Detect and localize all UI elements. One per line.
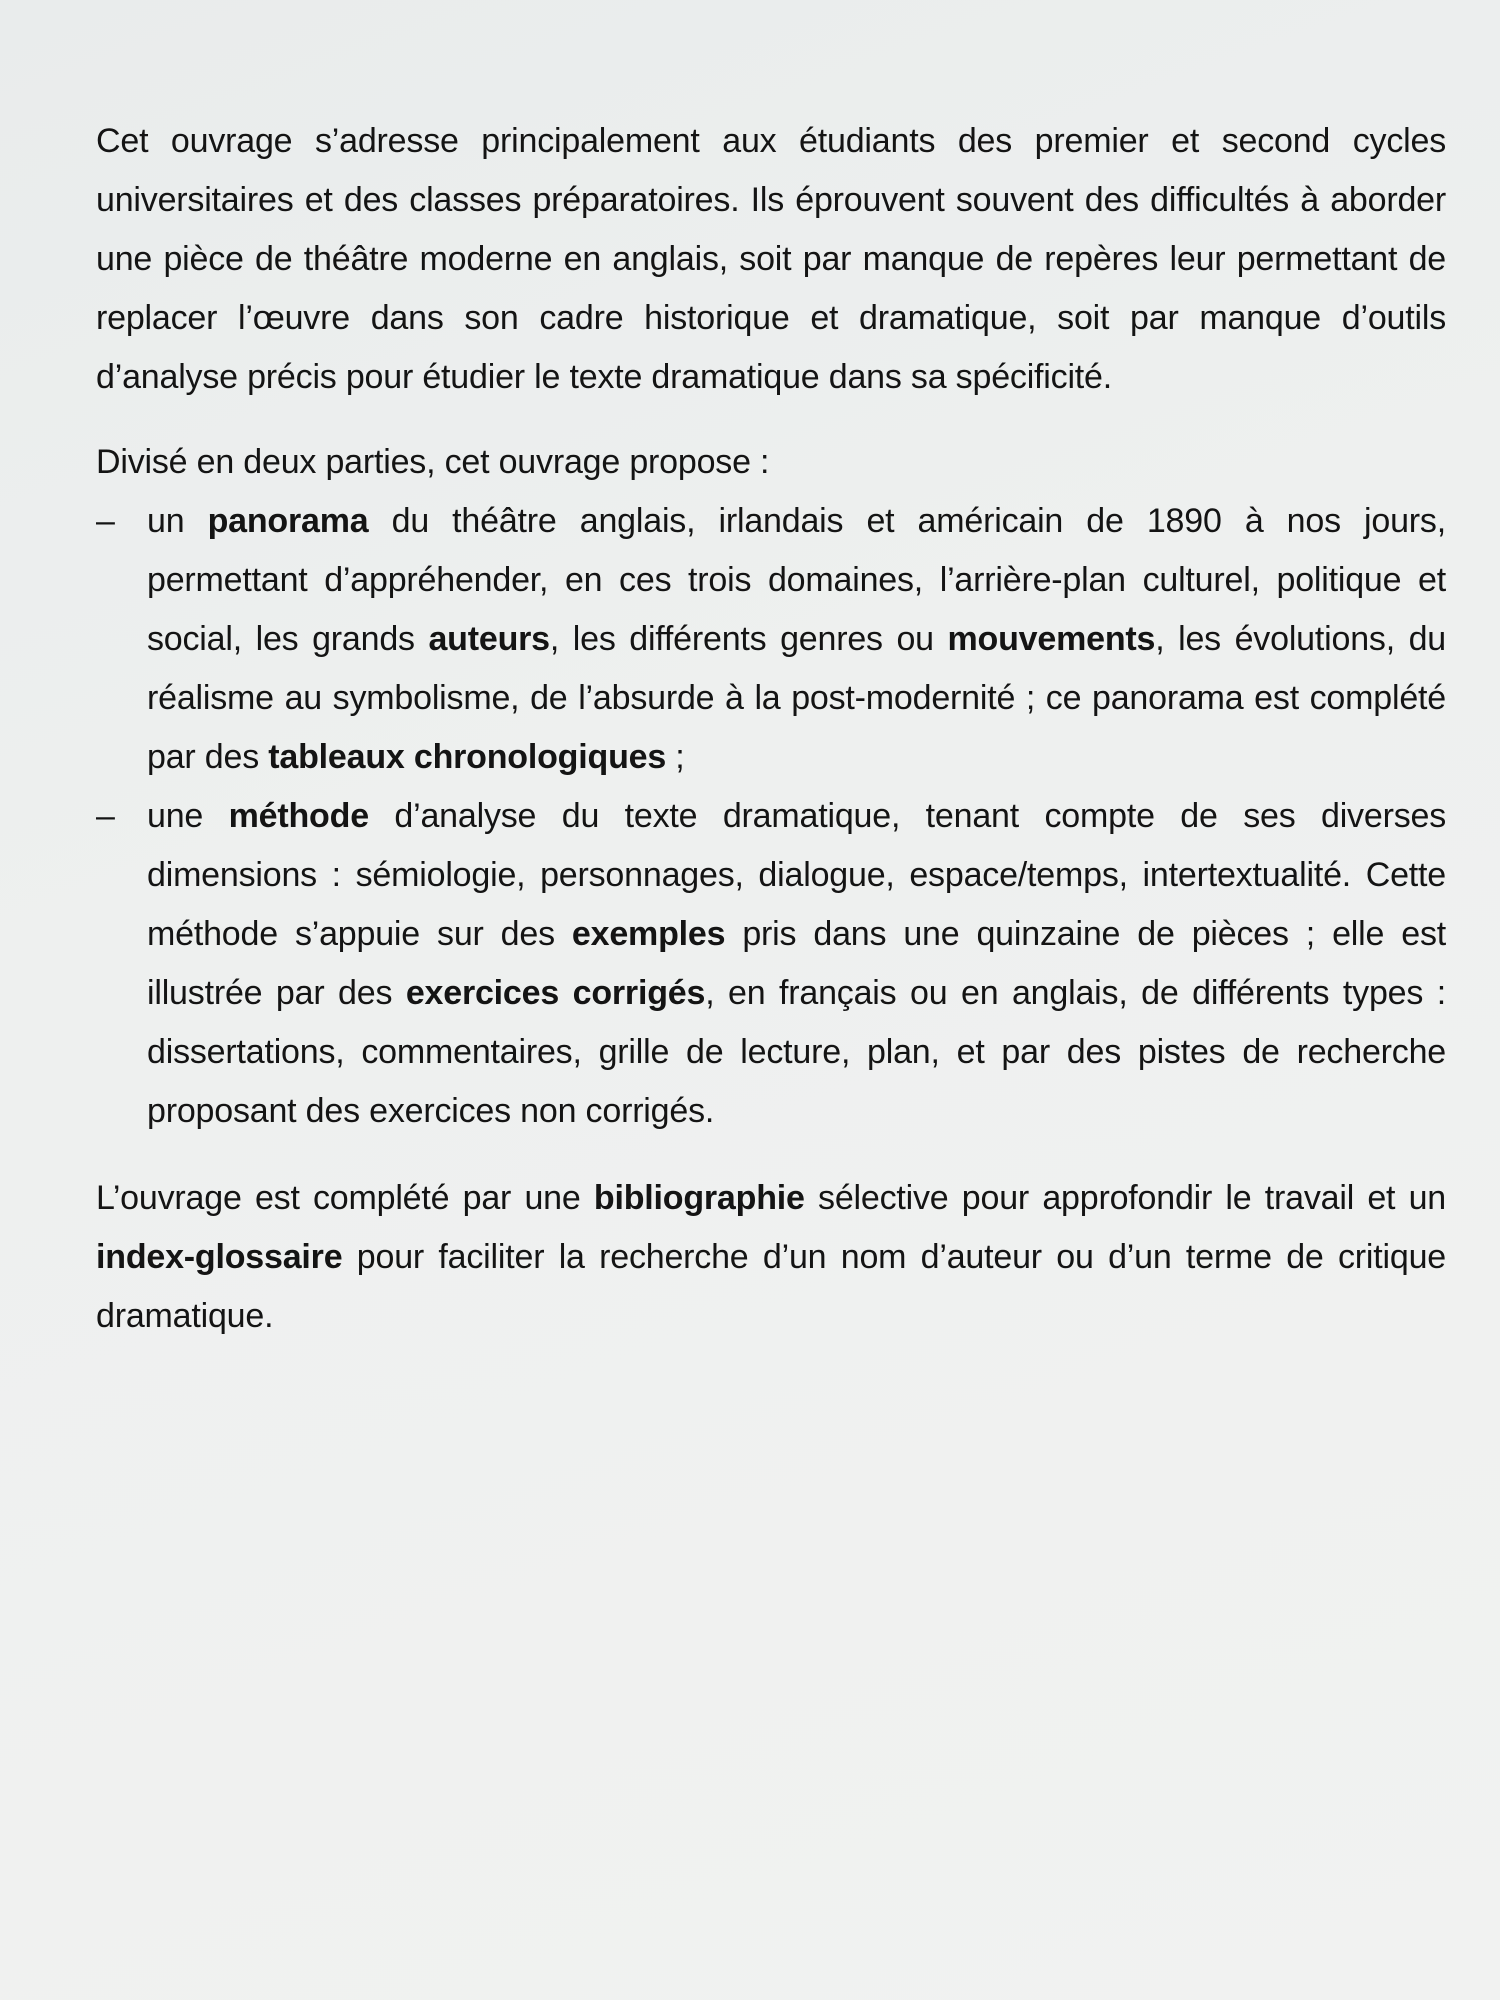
parts-lead-text: Divisé en deux parties, cet ouvrage propose : — [96, 443, 770, 481]
text-span: , les différents genres ou — [549, 620, 948, 658]
text-span: L’ouvrage est complété par une — [96, 1179, 594, 1217]
keyword-panorama: panorama — [207, 502, 369, 540]
keyword-methode: méthode — [228, 797, 369, 835]
text-span: sélective pour approfondir le travail et un — [804, 1179, 1447, 1217]
parts-list — [96, 492, 1446, 1141]
keyword-mouvements: mouvements — [947, 620, 1156, 658]
keyword-index-glossaire: index-glossaire — [96, 1238, 343, 1276]
closing-paragraph — [96, 1169, 1446, 1346]
dash-bullet: – — [96, 502, 115, 540]
keyword-exemples: exemples — [571, 915, 726, 953]
keyword-bibliographie: bibliographie — [593, 1179, 805, 1217]
text-span: , en français ou en anglais, de différents types : dissertations, commentaires, grille de lecture, plan, et par des pistes de recherche proposant des exercices non corrigés. — [147, 974, 1446, 1130]
list-item-methode — [96, 787, 1446, 1141]
text-span: pris dans une quinzaine de pièces ; elle est illustrée par des — [147, 915, 1446, 1012]
keyword-auteurs: auteurs — [428, 620, 550, 658]
text-span: ; — [666, 738, 685, 776]
text-span: du théâtre anglais, irlandais et américain de 1890 à nos jours, permettant d’appréhender, en ces trois domaines, l’arrière-plan culturel, politique et social, les grands — [147, 502, 1446, 658]
dash-bullet: – — [96, 797, 115, 835]
text-span: une — [147, 797, 229, 835]
text-span: un — [147, 502, 208, 540]
keyword-exercices-corriges: exercices corrigés — [405, 974, 706, 1012]
list-item-panorama — [96, 492, 1446, 787]
text-span: d’analyse du texte dramatique, tenant compte de ses diverses dimensions : sémiologie, personnages, dialogue, espace/temps, intertextualité. Cette méthode s’appuie sur des — [147, 797, 1447, 953]
text-span: pour faciliter la recherche d’un nom d’auteur ou d’un terme de critique dramatique. — [96, 1238, 1446, 1335]
text-span: , les évolutions, du réalisme au symbolisme, de l’absurde à la post-modernité ; ce panorama est complété par des — [147, 620, 1446, 776]
intro-paragraph: Cet ouvrage s’adresse principalement aux étudiants des premier et second cycles universitaires et des classes préparatoires. Ils éprouvent souvent des difficultés à aborder une pièce de théâtre moderne en anglais, soit par manque de repères leur permettant de replacer l’œuvre dans son cadre historique et dramatique, soit par manque d’outils d’analyse précis pour étudier le texte dramatique dans sa spécificité. — [96, 122, 1446, 396]
keyword-tableaux-chronologiques: tableaux chronologiques — [268, 738, 667, 776]
